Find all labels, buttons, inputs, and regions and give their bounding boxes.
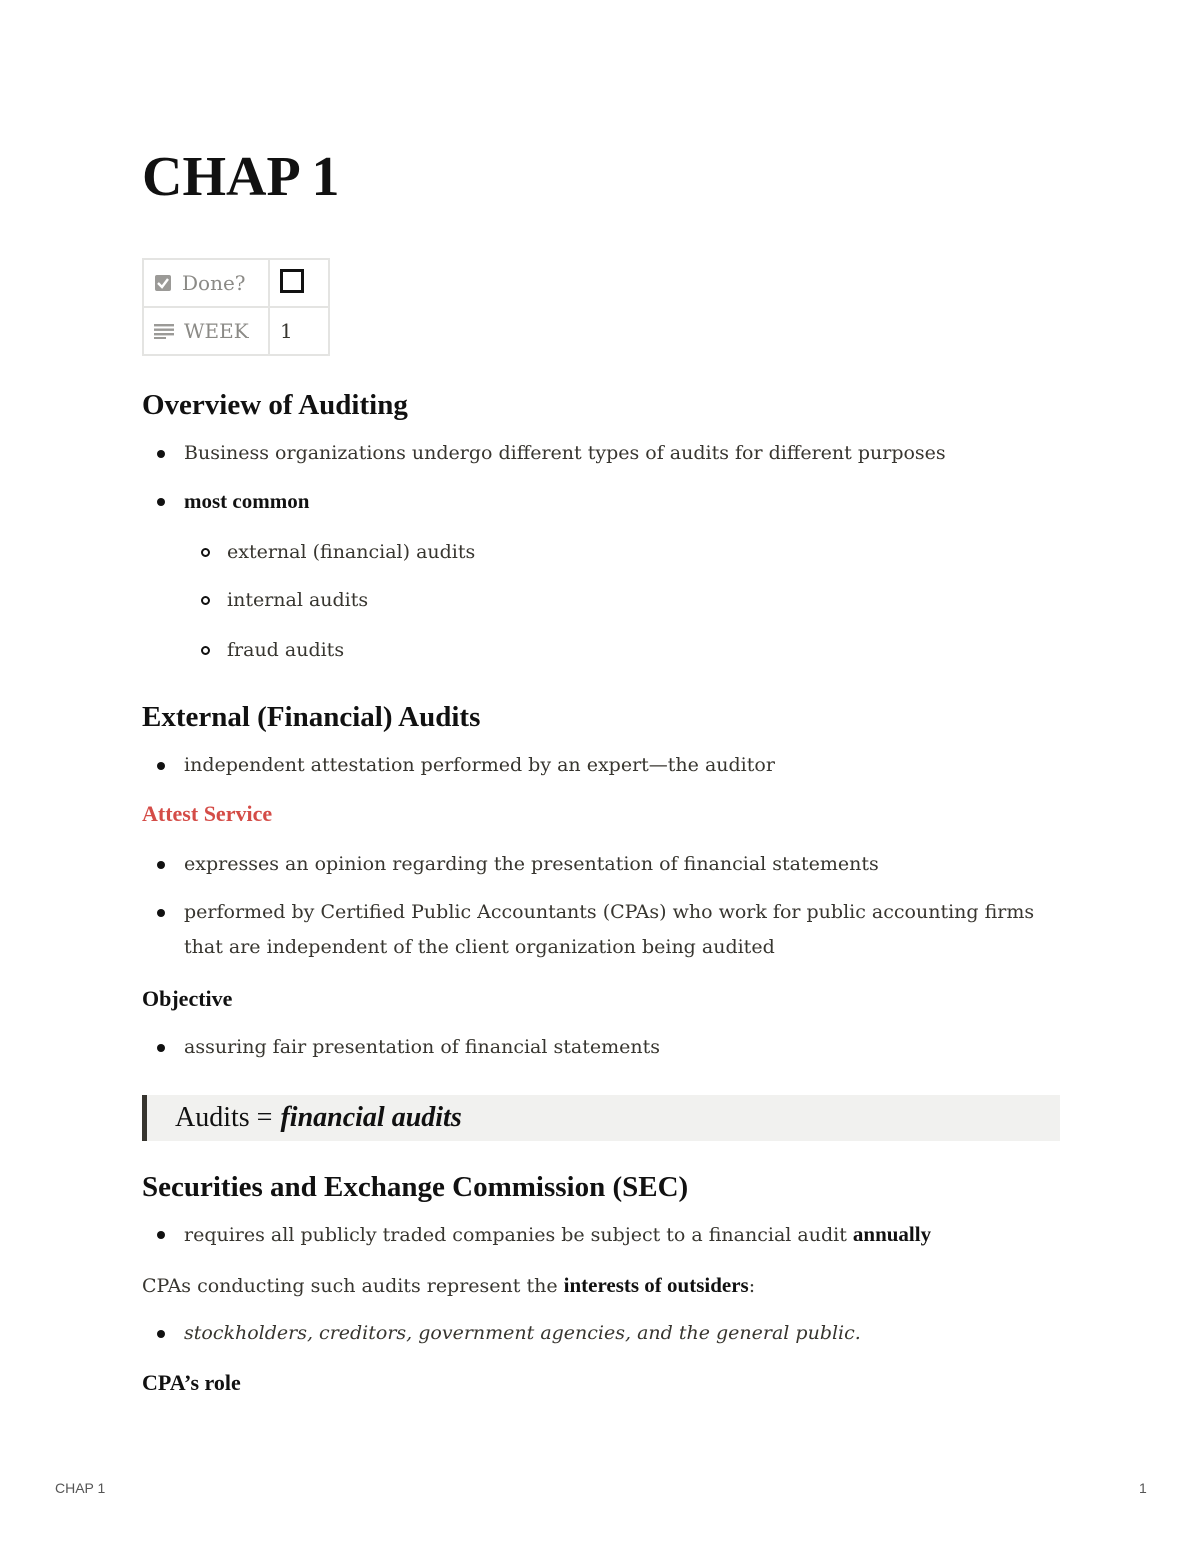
circle-bullet-icon bbox=[201, 646, 210, 655]
list-item: independent attestation performed by an expert—the auditor bbox=[184, 748, 775, 783]
circle-bullet-icon bbox=[201, 548, 210, 557]
cpa-role-heading: CPA’s role bbox=[142, 1370, 241, 1395]
property-row-done bbox=[143, 259, 329, 307]
footer-page-number: 1 bbox=[1139, 1480, 1147, 1496]
circle-bullet-icon bbox=[201, 596, 210, 605]
properties-table bbox=[142, 258, 330, 356]
bullet-icon bbox=[157, 498, 165, 506]
bullet-icon bbox=[157, 861, 165, 869]
list-item: assuring fair presentation of financial statements bbox=[184, 1030, 660, 1065]
list-item-continuation: that are independent of the client organization being audited bbox=[184, 936, 775, 958]
done-checkbox[interactable] bbox=[280, 269, 304, 293]
attest-service-heading: Attest Service bbox=[142, 801, 273, 826]
list-item: Business organizations undergo different types of audits for different purposes bbox=[184, 436, 946, 471]
property-label-done: Done? bbox=[182, 271, 246, 295]
sub-list-item: external (financial) audits bbox=[227, 535, 475, 570]
overview-heading: Overview of Auditing bbox=[142, 389, 408, 421]
bullet-icon bbox=[157, 909, 165, 917]
list-item: performed by Certified Public Accountants (CPAs) who work for public accounting firms bbox=[184, 895, 1034, 930]
list-item: requires all publicly traded companies be subject to a financial audit annually bbox=[184, 1217, 931, 1253]
checkbox-property-icon bbox=[154, 274, 172, 292]
sub-list-item: internal audits bbox=[227, 583, 368, 618]
external-audits-heading: External (Financial) Audits bbox=[142, 701, 481, 733]
bullet-icon bbox=[157, 762, 165, 770]
list-item: stockholders, creditors, government agencies, and the general public. bbox=[184, 1316, 861, 1351]
property-label-week: WEEK bbox=[184, 319, 249, 343]
sub-list-item: fraud audits bbox=[227, 633, 344, 668]
paragraph: CPAs conducting such audits represent the interests of outsiders: bbox=[142, 1273, 756, 1297]
property-row-week bbox=[143, 307, 329, 355]
objective-heading: Objective bbox=[142, 986, 233, 1011]
text-property-icon bbox=[154, 323, 174, 339]
bullet-icon bbox=[157, 1044, 165, 1052]
bullet-icon bbox=[157, 450, 165, 458]
bullet-icon bbox=[157, 1231, 165, 1239]
list-item: most common bbox=[184, 484, 309, 520]
list-item: expresses an opinion regarding the presentation of financial statements bbox=[184, 847, 879, 882]
bullet-icon bbox=[157, 1330, 165, 1338]
page-title: CHAP 1 bbox=[142, 146, 340, 208]
sec-heading: Securities and Exchange Commission (SEC) bbox=[142, 1171, 689, 1203]
footer-title: CHAP 1 bbox=[55, 1480, 106, 1496]
week-value[interactable]: 1 bbox=[269, 307, 329, 355]
quote-callout: Audits = financial audits bbox=[142, 1095, 1060, 1141]
